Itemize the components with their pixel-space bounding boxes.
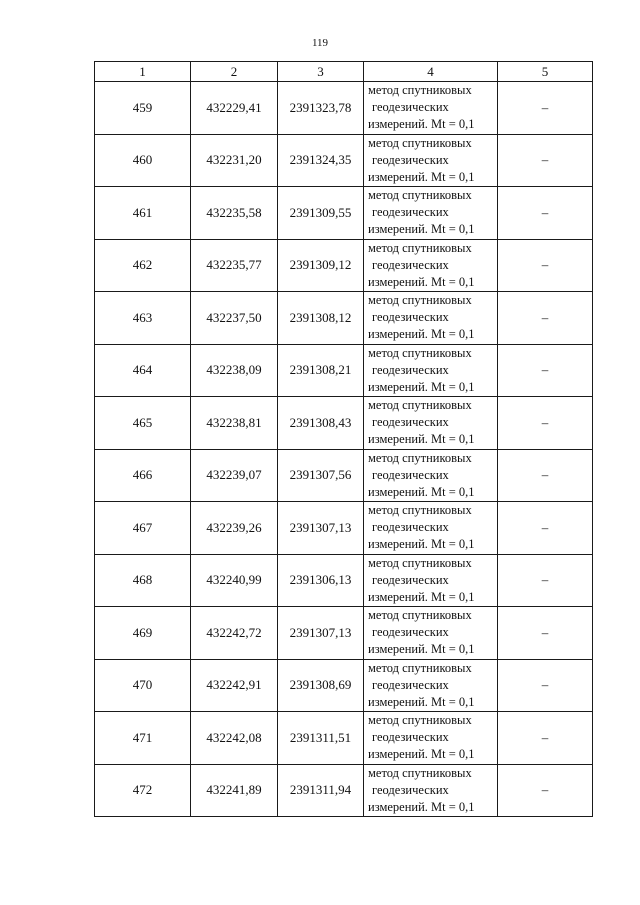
point-number: 459	[95, 82, 191, 135]
table-row	[95, 292, 593, 345]
coordinate-x: 432242,91	[191, 659, 278, 712]
dash-cell: –	[498, 292, 593, 345]
method-line-3: измерений. Mt = 0,1	[368, 799, 475, 814]
method-line-1: метод спутниковых	[368, 713, 472, 728]
method-description	[364, 187, 498, 240]
point-number: 470	[95, 659, 191, 712]
method-line-2: геодезических	[372, 520, 449, 535]
coordinate-y: 2391308,69	[278, 659, 364, 712]
method-line-2: геодезических	[372, 310, 449, 325]
method-line-1: метод спутниковых	[368, 345, 472, 360]
table-row	[95, 239, 593, 292]
table-row	[95, 187, 593, 240]
method-line-3: измерений. Mt = 0,1	[368, 537, 475, 552]
coordinate-y: 2391307,13	[278, 607, 364, 660]
dash-cell: –	[498, 712, 593, 765]
method-line-3: измерений. Mt = 0,1	[368, 274, 475, 289]
coordinate-x: 432242,08	[191, 712, 278, 765]
method-line-3: измерений. Mt = 0,1	[368, 589, 475, 604]
point-number: 464	[95, 344, 191, 397]
method-description	[364, 292, 498, 345]
method-line-1: метод спутниковых	[368, 503, 472, 518]
coordinates-table	[94, 61, 593, 817]
method-line-2: геодезических	[372, 415, 449, 430]
method-line-1: метод спутниковых	[368, 660, 472, 675]
coordinate-x: 432242,72	[191, 607, 278, 660]
dash-cell: –	[498, 187, 593, 240]
point-number: 466	[95, 449, 191, 502]
method-line-3: измерений. Mt = 0,1	[368, 117, 475, 132]
method-line-2: геодезических	[372, 257, 449, 272]
coordinate-x: 432241,89	[191, 764, 278, 817]
table-row	[95, 397, 593, 450]
method-line-3: измерений. Mt = 0,1	[368, 379, 475, 394]
point-number: 460	[95, 134, 191, 187]
method-description	[364, 397, 498, 450]
method-line-2: геодезических	[372, 677, 449, 692]
method-line-3: измерений. Mt = 0,1	[368, 222, 475, 237]
coordinate-y: 2391324,35	[278, 134, 364, 187]
method-line-1: метод спутниковых	[368, 135, 472, 150]
table-row	[95, 134, 593, 187]
coordinate-y: 2391309,55	[278, 187, 364, 240]
dash-cell: –	[498, 397, 593, 450]
coordinate-x: 432235,58	[191, 187, 278, 240]
dash-cell: –	[498, 764, 593, 817]
coordinate-y: 2391307,13	[278, 502, 364, 555]
table-row	[95, 502, 593, 555]
method-line-3: измерений. Mt = 0,1	[368, 484, 475, 499]
coordinate-y: 2391308,12	[278, 292, 364, 345]
column-header: 4	[364, 62, 498, 82]
point-number: 463	[95, 292, 191, 345]
method-line-2: геодезических	[372, 782, 449, 797]
method-description	[364, 712, 498, 765]
dash-cell: –	[498, 344, 593, 397]
method-line-2: геодезических	[372, 100, 449, 115]
method-line-2: геодезических	[372, 205, 449, 220]
method-line-2: геодезических	[372, 362, 449, 377]
coordinate-y: 2391308,21	[278, 344, 364, 397]
dash-cell: –	[498, 659, 593, 712]
point-number: 471	[95, 712, 191, 765]
method-line-2: геодезических	[372, 152, 449, 167]
table-row	[95, 607, 593, 660]
method-description	[364, 82, 498, 135]
method-line-3: измерений. Mt = 0,1	[368, 694, 475, 709]
point-number: 461	[95, 187, 191, 240]
coordinate-y: 2391306,13	[278, 554, 364, 607]
coordinate-y: 2391309,12	[278, 239, 364, 292]
coordinate-x: 432238,81	[191, 397, 278, 450]
coordinate-x: 432238,09	[191, 344, 278, 397]
method-line-1: метод спутниковых	[368, 450, 472, 465]
table-body	[95, 82, 593, 817]
coordinate-y: 2391323,78	[278, 82, 364, 135]
coordinate-y: 2391311,94	[278, 764, 364, 817]
method-line-3: измерений. Mt = 0,1	[368, 642, 475, 657]
table-row	[95, 712, 593, 765]
method-line-1: метод спутниковых	[368, 608, 472, 623]
method-description	[364, 554, 498, 607]
method-line-1: метод спутниковых	[368, 398, 472, 413]
method-line-1: метод спутниковых	[368, 293, 472, 308]
coordinate-x: 432240,99	[191, 554, 278, 607]
column-header: 1	[95, 62, 191, 82]
table-row	[95, 659, 593, 712]
method-description	[364, 134, 498, 187]
method-line-3: измерений. Mt = 0,1	[368, 169, 475, 184]
method-line-2: геодезических	[372, 730, 449, 745]
coordinate-x: 432237,50	[191, 292, 278, 345]
method-description	[364, 607, 498, 660]
point-number: 465	[95, 397, 191, 450]
coordinate-x: 432239,26	[191, 502, 278, 555]
table-row	[95, 82, 593, 135]
method-description	[364, 344, 498, 397]
table-row	[95, 449, 593, 502]
table-row	[95, 764, 593, 817]
point-number: 468	[95, 554, 191, 607]
page-number: 119	[311, 37, 329, 49]
method-line-3: измерений. Mt = 0,1	[368, 327, 475, 342]
dash-cell: –	[498, 502, 593, 555]
point-number: 469	[95, 607, 191, 660]
coordinate-x: 432235,77	[191, 239, 278, 292]
method-line-3: измерений. Mt = 0,1	[368, 432, 475, 447]
method-description	[364, 659, 498, 712]
method-description	[364, 449, 498, 502]
dash-cell: –	[498, 554, 593, 607]
point-number: 467	[95, 502, 191, 555]
method-description	[364, 239, 498, 292]
coordinate-y: 2391307,56	[278, 449, 364, 502]
coordinate-x: 432229,41	[191, 82, 278, 135]
method-line-1: метод спутниковых	[368, 765, 472, 780]
method-line-1: метод спутниковых	[368, 555, 472, 570]
point-number: 472	[95, 764, 191, 817]
table-row	[95, 344, 593, 397]
method-line-1: метод спутниковых	[368, 240, 472, 255]
method-line-3: измерений. Mt = 0,1	[368, 747, 475, 762]
table-row	[95, 554, 593, 607]
method-line-2: геодезических	[372, 572, 449, 587]
header-row	[95, 62, 593, 82]
column-header: 3	[278, 62, 364, 82]
dash-cell: –	[498, 134, 593, 187]
column-header: 2	[191, 62, 278, 82]
coordinate-y: 2391308,43	[278, 397, 364, 450]
method-line-1: метод спутниковых	[368, 188, 472, 203]
point-number: 462	[95, 239, 191, 292]
method-description	[364, 502, 498, 555]
method-line-2: геодезических	[372, 467, 449, 482]
dash-cell: –	[498, 449, 593, 502]
dash-cell: –	[498, 82, 593, 135]
method-description	[364, 764, 498, 817]
dash-cell: –	[498, 607, 593, 660]
method-line-1: метод спутниковых	[368, 83, 472, 98]
dash-cell: –	[498, 239, 593, 292]
coordinate-y: 2391311,51	[278, 712, 364, 765]
coordinate-x: 432239,07	[191, 449, 278, 502]
coordinate-x: 432231,20	[191, 134, 278, 187]
column-header: 5	[498, 62, 593, 82]
method-line-2: геодезических	[372, 625, 449, 640]
